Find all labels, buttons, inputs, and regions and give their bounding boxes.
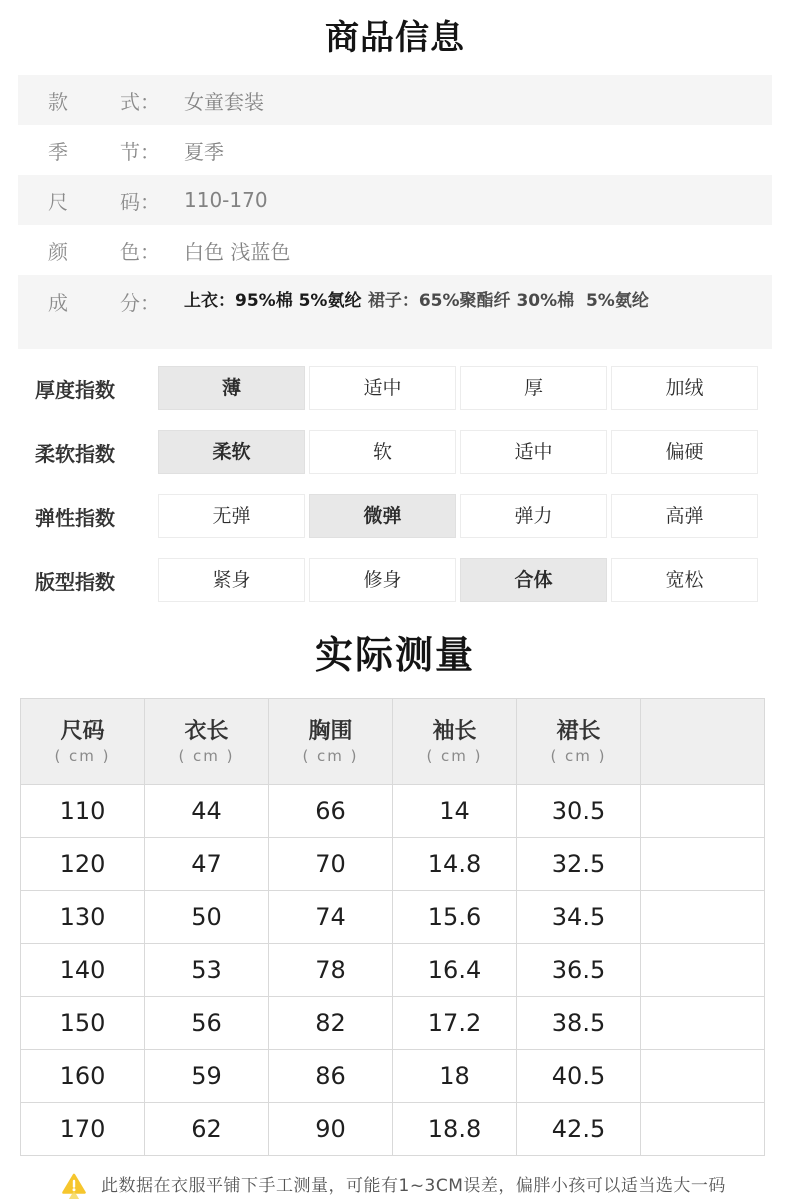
index-option: 软 [309,430,456,474]
table-row [21,1050,765,1103]
info-row-style [18,75,772,125]
page-title: 商品信息 [325,18,465,58]
composition-top-line: 上衣：95%棉 5%氨纶 [184,291,362,311]
measurement-title: 实际测量 [314,633,475,677]
table-header-size [21,699,145,785]
table-cell: 36.5 [517,944,641,997]
table-row [21,838,765,891]
table-cell-empty [641,891,765,944]
table-cell: 30.5 [517,785,641,838]
table-cell: 160 [21,1050,145,1103]
table-cell-empty [641,785,765,838]
column-unit: ( cm ) [550,746,607,765]
info-label-char: 色： [120,239,160,264]
info-label [48,236,160,265]
info-label-char: 尺 [48,189,68,214]
info-value: 白色 浅蓝色 [184,239,291,264]
table-cell: 18 [393,1050,517,1103]
table-cell: 14 [393,785,517,838]
index-row-fit [18,558,758,602]
table-cell: 170 [21,1103,145,1156]
index-label: 版型指数 [35,569,115,594]
table-cell: 140 [21,944,145,997]
index-label: 厚度指数 [35,377,115,402]
index-option: 修身 [309,558,456,602]
index-option: 加绒 [611,366,758,410]
table-cell-empty [641,1103,765,1156]
column-unit: ( cm ) [178,746,235,765]
index-option: 适中 [309,366,456,410]
info-label-char: 分： [120,291,160,315]
table-cell: 90 [269,1103,393,1156]
index-option-selected: 薄 [158,366,305,410]
table-cell: 62 [145,1103,269,1156]
info-label [48,136,160,165]
info-value: 110-170 [184,188,268,212]
index-row-elasticity [18,494,758,538]
info-label-char: 成 [48,291,68,315]
table-row [21,891,765,944]
info-label [48,186,160,215]
table-cell: 120 [21,838,145,891]
info-label-char: 节： [120,139,160,164]
info-label-char: 季 [48,139,68,164]
info-label [48,287,160,316]
index-row-softness [18,430,758,474]
info-label-char: 式： [120,89,160,114]
index-option-selected: 微弹 [309,494,456,538]
table-cell: 47 [145,838,269,891]
index-label: 柔软指数 [35,441,115,466]
table-cell: 78 [269,944,393,997]
product-info-section [18,75,772,349]
index-row-thickness [18,366,758,410]
table-cell-empty [641,997,765,1050]
table-cell: 50 [145,891,269,944]
table-cell: 56 [145,997,269,1050]
measurement-note [62,1171,770,1196]
table-cell: 42.5 [517,1103,641,1156]
table-header-length [145,699,269,785]
column-name: 尺码 [60,718,105,744]
table-cell: 38.5 [517,997,641,1050]
index-options [158,366,758,410]
index-option: 弹力 [460,494,607,538]
table-row [21,1103,765,1156]
table-cell: 15.6 [393,891,517,944]
table-cell: 14.8 [393,838,517,891]
table-cell: 59 [145,1050,269,1103]
table-cell-empty [641,944,765,997]
column-name: 衣长 [184,718,229,744]
index-label: 弹性指数 [35,505,115,530]
info-label [48,86,160,115]
table-cell: 34.5 [517,891,641,944]
table-cell: 86 [269,1050,393,1103]
note-text: 此数据在衣服平铺下手工测量，可能有1~3CM误差，偏胖小孩可以适当选大一码 [101,1176,726,1196]
table-header-skirt [517,699,641,785]
column-name: 胸围 [308,718,353,744]
table-row [21,785,765,838]
table-header-sleeve [393,699,517,785]
info-label-char: 款 [48,89,68,114]
column-name: 袖长 [432,718,477,744]
info-row-color [18,225,772,275]
table-header-empty [641,699,765,785]
index-option: 无弹 [158,494,305,538]
index-options [158,558,758,602]
info-label-char: 颜 [48,239,68,264]
index-section [18,366,758,602]
table-cell: 66 [269,785,393,838]
column-name: 裙长 [556,718,601,744]
index-option: 厚 [460,366,607,410]
column-unit: ( cm ) [54,746,111,765]
table-cell-empty [641,838,765,891]
table-cell: 110 [21,785,145,838]
info-row-season [18,125,772,175]
table-cell: 53 [145,944,269,997]
table-cell-empty [641,1050,765,1103]
table-cell: 44 [145,785,269,838]
table-row [21,944,765,997]
info-row-composition [18,275,772,349]
index-option: 紧身 [158,558,305,602]
table-cell: 74 [269,891,393,944]
table-header-chest [269,699,393,785]
table-cell: 40.5 [517,1050,641,1103]
table-cell: 18.8 [393,1103,517,1156]
table-cell: 82 [269,997,393,1050]
column-unit: ( cm ) [426,746,483,765]
table-cell: 130 [21,891,145,944]
composition-skirt-line: 裙子：65%聚酯纤 30%棉 5%氨纶 [367,291,649,311]
index-options [158,430,758,474]
index-option: 适中 [460,430,607,474]
info-value: 女童套装 [184,89,264,114]
index-option: 偏硬 [611,430,758,474]
table-cell: 16.4 [393,944,517,997]
table-header-row [21,699,765,785]
table-row [21,997,765,1050]
column-unit: ( cm ) [302,746,359,765]
info-value: 夏季 [184,139,224,164]
table-cell: 17.2 [393,997,517,1050]
warning-triangle-icon-partial [62,1191,86,1199]
composition-lines [184,287,649,314]
table-cell: 150 [21,997,145,1050]
index-options [158,494,758,538]
index-option: 宽松 [611,558,758,602]
info-label-char: 码： [120,189,160,214]
table-cell: 70 [269,838,393,891]
index-option-selected: 柔软 [158,430,305,474]
table-cell: 32.5 [517,838,641,891]
measurement-table [20,698,765,1156]
index-option-selected: 合体 [460,558,607,602]
info-row-size [18,175,772,225]
index-option: 高弹 [611,494,758,538]
